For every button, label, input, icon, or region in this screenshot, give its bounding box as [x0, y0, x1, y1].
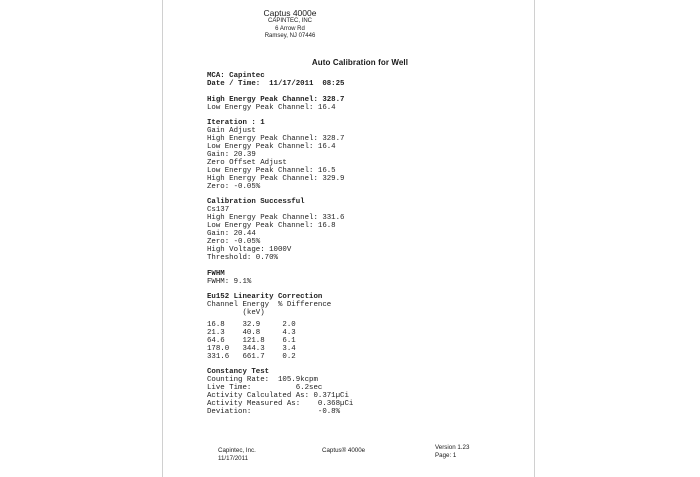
linearity-row: 21.3 40.8 4.3	[207, 328, 296, 337]
high-peak: High Energy Peak Channel: 328.7	[207, 95, 345, 104]
constancy-line: Activity Measured As: 0.368µCi	[207, 400, 354, 409]
linearity-row: 178.0 344.3 3.4	[207, 344, 296, 353]
footer-company-block	[218, 447, 256, 462]
letterhead	[180, 8, 400, 41]
footer-version-block	[435, 444, 469, 459]
footer-page: Page: 1	[435, 451, 457, 459]
iteration-line: Low Energy Peak Channel: 16.5	[207, 166, 336, 175]
report-body	[207, 73, 527, 417]
iteration-line: Gain: 20.39	[207, 151, 256, 160]
iteration-line: Gain Adjust	[207, 127, 256, 136]
low-peak: Low Energy Peak Channel: 16.4	[207, 103, 336, 112]
calibration-line: Gain: 20.44	[207, 230, 256, 239]
constancy-heading: Constancy Test	[207, 368, 270, 377]
iteration-heading: Iteration : 1	[207, 119, 265, 128]
calibration-line: High Energy Peak Channel: 331.6	[207, 214, 345, 223]
linearity-row: 16.8 32.9 2.0	[207, 321, 296, 330]
date-time: Date / Time: 11/17/2011 08:25	[207, 79, 345, 88]
letterhead-city: Ramsey, NJ 07446	[264, 33, 316, 39]
page-right-edge	[534, 0, 535, 477]
iteration-line: High Energy Peak Channel: 329.9	[207, 174, 345, 183]
linearity-unit-header: (keV)	[207, 309, 265, 318]
calibration-line: Cs137	[207, 206, 230, 215]
calibration-line: Low Energy Peak Channel: 16.8	[207, 222, 336, 231]
constancy-line: Activity Calculated As: 0.371µCi	[207, 392, 349, 401]
calibration-heading: Calibration Successful	[207, 198, 305, 207]
footer-version: Version 1.23	[435, 444, 470, 451]
footer-company: Capintec, Inc.	[218, 447, 256, 454]
footer-product: Captus® 4000e	[322, 447, 366, 454]
linearity-column-headers: Channel Energy % Difference	[207, 301, 332, 310]
letterhead-title: Captus 4000e	[263, 8, 317, 18]
iteration-line: High Energy Peak Channel: 328.7	[207, 135, 345, 144]
calibration-line: Threshold: 0.70%	[207, 253, 278, 262]
constancy-line: Counting Rate: 105.9kcpm	[207, 376, 318, 385]
page-left-edge	[162, 0, 163, 477]
mca-label: MCA: Capintec	[207, 72, 265, 80]
iteration-line: Low Energy Peak Channel: 16.4	[207, 143, 336, 152]
letterhead-street: 6 Arrow Rd	[275, 25, 305, 32]
iteration-line: Zero Offset Adjust	[207, 158, 287, 167]
linearity-row: 331.6 661.7 0.2	[207, 352, 296, 361]
linearity-row: 64.6 121.8 6.1	[207, 336, 296, 345]
constancy-line: Deviation: -0.8%	[207, 407, 341, 416]
letterhead-company: CAPINTEC, INC	[267, 18, 312, 24]
footer-date: 11/17/2011	[218, 454, 249, 462]
constancy-line: Live Time: 6.2sec	[207, 384, 323, 393]
linearity-heading: Eu152 Linearity Correction	[207, 293, 323, 302]
fwhm-heading: FWHM	[207, 269, 225, 278]
document-title: Auto Calibration for Well	[311, 58, 409, 67]
calibration-line: High Voltage: 1000V	[207, 245, 292, 254]
fwhm-value: FWHM: 9.1%	[207, 277, 252, 286]
calibration-line: Zero: -0.05%	[207, 237, 261, 246]
iteration-line: Zero: -0.05%	[207, 182, 261, 191]
